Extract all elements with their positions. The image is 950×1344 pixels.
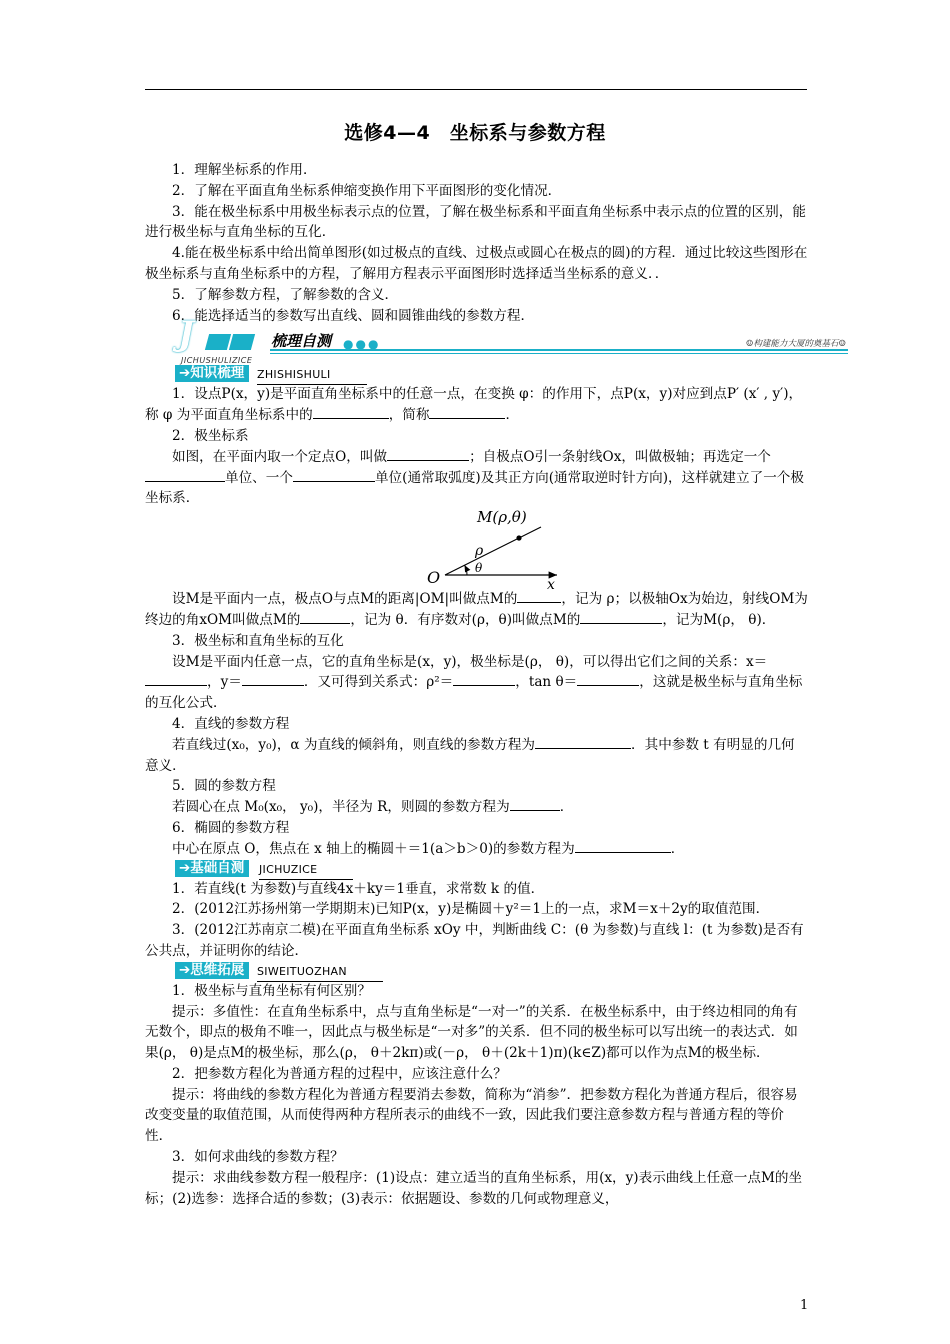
selftest-1: 1．若直线(t 为参数)与直线4x＋ky＝1垂直，求常数 k 的值．: [172, 880, 545, 897]
section-label: ➔知识梳理: [175, 365, 249, 382]
objective-5: 5．了解参数方程，了解参数的含义．: [172, 286, 399, 303]
knowledge-2a: 如图，在平面内取一个定点O，叫做 ；自极点O引一条射线Ox，叫做极轴；再选定一个单位、一个 单位(通常取弧度)及其正方向(通常取逆时针方向)，这样就建立了一个极坐标系．: [145, 448, 804, 507]
knowledge-3: 设M是平面内任意一点，它的直角坐标是(x，y)，极坐标是(ρ， θ)，可以得出它们之间的关系：x＝，y＝ ．又可得到关系式：ρ²＝ ，tan θ＝ ，这就是极坐标与直角坐标的互化公式．: [145, 653, 803, 712]
theta-label: θ: [475, 561, 483, 576]
objective-6: 6．能选择适当的参数写出直线、圆和圆锥曲线的参数方程．: [172, 307, 535, 324]
page-number: 1: [800, 1298, 809, 1313]
objective-4: 4.能在极坐标系中给出简单图形(如过极点的直线、过极点或圆心在极点的圆)的方程．通过比较这些图形在极坐标系与直角坐标系中的方程，了解用方程表示平面图形时选择适当坐标系的意义．．: [145, 245, 808, 282]
point-m-label: M(ρ,θ): [477, 509, 527, 527]
page-title: 选修4—4 坐标系与参数方程: [344, 122, 606, 144]
knowledge-3-heading: 3．极坐标和直角坐标的互化: [172, 632, 344, 649]
section-label: ➔思维拓展: [175, 962, 249, 979]
knowledge-1: 1．设点P(x，y)是平面直角坐标系中的任意一点，在变换 φ：的作用下，点P(x，y)对应到点P′ (x′ , y′)，称 φ 为平面直角坐标系中的 ，简称 ．: [145, 386, 803, 424]
section-pinyin: ZHISHISHULI: [257, 365, 367, 385]
extension-q2: 2．把参数方程化为普通方程的过程中，应该注意什么？: [172, 1065, 507, 1082]
selftest-3: 3．(2012江苏南京二模)在平面直角坐标系 xOy 中，判断曲线 C：(θ 为参数)与直线 l：(t 为参数)是否有公共点，并证明你的结论．: [145, 922, 804, 959]
knowledge-4: 若直线过(x₀，y₀)，α 为直线的倾斜角，则直线的参数方程为 ．其中参数 t 有明显的几何意义．: [145, 736, 795, 774]
knowledge-6: 中心在原点 O，焦点在 x 轴上的椭圆＋＝1(a＞b＞0)的参数方程为 ．: [172, 840, 685, 857]
knowledge-6-heading: 6．椭圆的参数方程: [172, 819, 290, 836]
polar-diagram-svg: [145, 509, 808, 589]
knowledge-5-heading: 5．圆的参数方程: [172, 778, 276, 795]
section-header-knowledge: [145, 365, 808, 384]
point-m-dot: [516, 536, 521, 541]
polar-diagram: [145, 509, 808, 589]
ray-om-line: [445, 527, 541, 575]
knowledge-5: 若圆心在点 M₀(x₀， y₀)，半径为 R，则圆的参数方程为 ．: [172, 799, 574, 816]
extension-a3: 提示：求曲线参数方程一般程序：(1)设点：建立适当的直角坐标系，用(x，y)表示曲线上任意一点M的坐标；(2)选参：选择合适的参数；(3)表示：依据题设、参数的几何或物理意义，: [145, 1169, 803, 1207]
selftest-2: 2．(2012江苏扬州第一学期期末)已知P(x，y)是椭圆＋y²＝1上的一点，求M＝x＋2y的取值范围．: [172, 901, 770, 918]
knowledge-2-heading: 2．极坐标系: [172, 427, 249, 444]
knowledge-2b: 设M是平面内一点，极点O与点M的距离|OM|叫做点M的 ，记为 ρ；以极轴Ox为始边，射线OM为终边的角xOM叫做点M的 ，记为 θ．有序数对(ρ，θ)叫做点M的 ，记为M(ρ， θ)．: [145, 591, 808, 628]
banner-letter: J: [178, 314, 195, 355]
extension-a1: 提示：多值性：在直角坐标系中，点与直角坐标是“一对一”的关系．在极坐标系中，由于终边相同的角有无数个，即点的极角不唯一，因此点与极坐标是“一对多”的关系．但不同的极坐标可以写出统一的表达式．如果(ρ， θ)是点M的极坐标，那么(ρ， θ＋2kπ)或(－ρ， θ＋(2k＋1)π)(k∈Z)都可以作为点M的极坐标．: [145, 1003, 798, 1062]
section-pinyin: SIWEITUOZHAN: [257, 962, 383, 982]
section-pinyin: JICHUZICE: [259, 860, 353, 880]
document-body: [145, 160, 846, 1209]
section-label: ➔基础自测: [175, 860, 249, 877]
extension-q3: 3．如何求曲线的参数方程？: [172, 1149, 344, 1166]
banner-dots: ●●●: [343, 337, 381, 352]
axis-label: x: [547, 577, 555, 590]
header-rule: [145, 89, 807, 90]
rho-label: ρ: [475, 543, 484, 560]
objective-3: 3．能在极坐标系中用极坐标表示点的位置，了解在极坐标系和平面直角坐标系中表示点的位置的区别，能进行极坐标与直角坐标的互化．: [145, 203, 806, 241]
banner-slogan: ☺构建能力大厦的奠基石☺: [745, 339, 846, 350]
extension-q1: 1．极坐标与直角坐标有何区别？: [172, 982, 371, 999]
section-header-extension: [145, 962, 808, 981]
angle-arc: [465, 565, 468, 575]
banner-pinyin: JICHUSHULIZICE: [181, 356, 253, 366]
knowledge-4-heading: 4．直线的参数方程: [172, 715, 290, 732]
section-header-selftest: [145, 860, 808, 879]
origin-label: O: [427, 568, 441, 588]
extension-a2: 提示：将曲线的参数方程化为普通方程要消去参数，简称为“消参”．把参数方程化为普通方程后，很容易改变变量的取值范围，从而使得两种方程所表示的曲线不一致，因此我们要注意参数方程与普通方程的等价性．: [145, 1086, 798, 1145]
banner-title: 梳理自测: [271, 332, 332, 351]
objective-1: 1．理解坐标系的作用．: [172, 162, 317, 178]
objective-2: 2．了解在平面直角坐标系伸缩变换作用下平面图形的变化情况．: [172, 182, 562, 199]
